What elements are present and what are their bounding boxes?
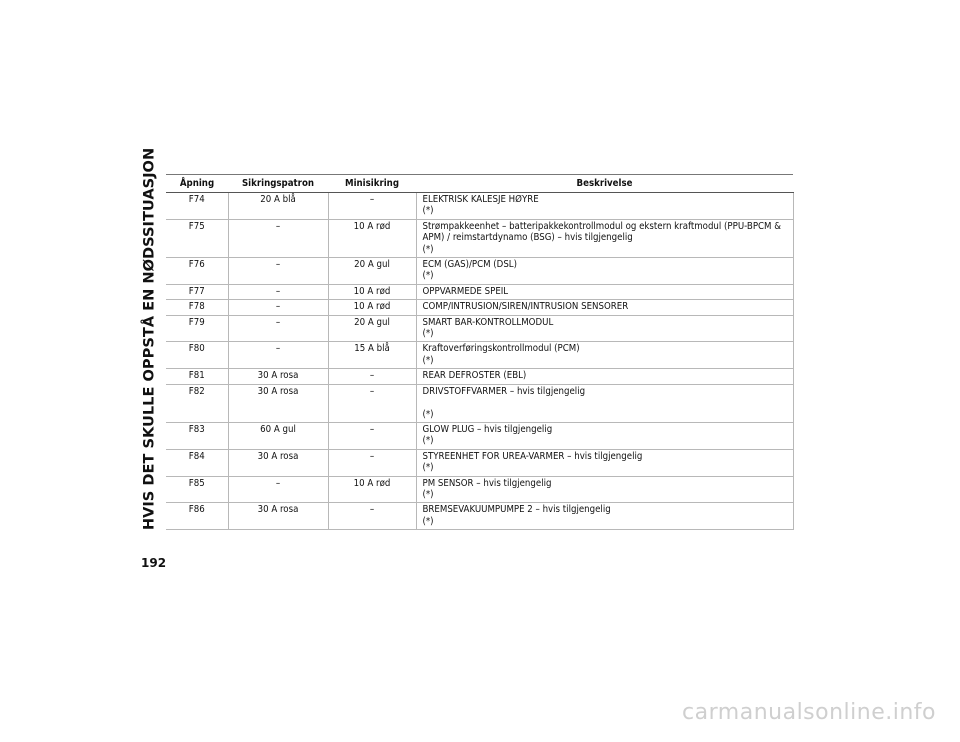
fuse-table (166, 174, 794, 530)
table-row (166, 284, 793, 299)
table-row (166, 219, 793, 257)
description-text: OPPVARMEDE SPEIL (422, 285, 509, 297)
description-text: Strømpakkeenhet – batteripakkekontrollmodul og ekstern kraftmodul (PPU-BPCM & APM) / reimstartdynamo (BSG) – hvis tilgjengelig (*) (422, 220, 781, 255)
cell-opening: F77 (166, 284, 228, 299)
chapter-title-text: HVIS DET SKULLE OPPSTÅ EN NØDSSITUASJON (140, 147, 158, 531)
cell-cartridge: – (228, 315, 328, 342)
cell-cartridge: – (228, 284, 328, 299)
description-text: SMART BAR-KONTROLLMODUL (*) (422, 316, 554, 340)
cell-cartridge: 20 A blå (228, 193, 328, 220)
cell-mini-fuse: 20 A gul (328, 315, 416, 342)
cell-opening: F75 (166, 219, 228, 257)
table-row (166, 315, 793, 342)
cell-description (416, 503, 793, 530)
cell-description (416, 422, 793, 449)
description-text: STYREENHET FOR UREA-VARMER – hvis tilgjengelig (*) (422, 450, 643, 474)
cell-cartridge: – (228, 219, 328, 257)
chapter-side-title (138, 147, 160, 531)
cell-mini-fuse: – (328, 369, 416, 384)
cell-description (416, 476, 793, 503)
cell-opening: F78 (166, 300, 228, 315)
table-row (166, 369, 793, 384)
cell-description (416, 449, 793, 476)
cell-description (416, 219, 793, 257)
cell-description (416, 258, 793, 285)
cell-mini-fuse: – (328, 422, 416, 449)
table-row (166, 476, 793, 503)
cell-cartridge: – (228, 342, 328, 369)
table-row (166, 422, 793, 449)
cell-mini-fuse: – (328, 193, 416, 220)
cell-mini-fuse: 10 A rød (328, 300, 416, 315)
cell-description (416, 342, 793, 369)
cell-description (416, 193, 793, 220)
cell-description (416, 300, 793, 315)
cell-opening: F74 (166, 193, 228, 220)
cell-cartridge: 30 A rosa (228, 503, 328, 530)
description-text: DRIVSTOFFVARMER – hvis tilgjengelig (*) (422, 385, 586, 420)
cell-cartridge: – (228, 476, 328, 503)
cell-mini-fuse: 10 A rød (328, 219, 416, 257)
cell-mini-fuse: – (328, 503, 416, 530)
description-text: ECM (GAS)/PCM (DSL) (*) (422, 259, 517, 282)
description-text: REAR DEFROSTER (EBL) (422, 370, 527, 382)
cell-cartridge: 30 A rosa (228, 369, 328, 384)
description-text: GLOW PLUG – hvis tilgjengelig (*) (422, 423, 553, 447)
header-cartridge: Sikringspatron (228, 175, 328, 193)
cell-opening: F81 (166, 369, 228, 384)
cell-cartridge: – (228, 300, 328, 315)
cell-mini-fuse: – (328, 384, 416, 422)
description-text: Kraftoverføringskontrollmodul (PCM) (*) (422, 343, 580, 366)
cell-opening: F82 (166, 384, 228, 422)
table-header-row (166, 175, 793, 193)
description-text: ELEKTRISK KALESJE HØYRE (*) (422, 194, 539, 217)
cell-opening: F86 (166, 503, 228, 530)
cell-description (416, 369, 793, 384)
cell-opening: F76 (166, 258, 228, 285)
header-opening: Åpning (166, 175, 228, 193)
fuse-table-body (166, 193, 793, 530)
table-row (166, 300, 793, 315)
header-mini-fuse: Minisikring (328, 175, 416, 193)
cell-opening: F84 (166, 449, 228, 476)
cell-cartridge: 30 A rosa (228, 449, 328, 476)
cell-description (416, 284, 793, 299)
description-text: BREMSEVAKUUMPUMPE 2 – hvis tilgjengelig (*) (422, 504, 611, 527)
description-text: PM SENSOR – hvis tilgjengelig (*) (422, 477, 552, 500)
cell-opening: F80 (166, 342, 228, 369)
cell-mini-fuse: 10 A rød (328, 476, 416, 503)
cell-description (416, 384, 793, 422)
table-row (166, 258, 793, 285)
cell-cartridge: – (228, 258, 328, 285)
table-row (166, 342, 793, 369)
cell-opening: F79 (166, 315, 228, 342)
table-row (166, 193, 793, 220)
cell-mini-fuse: 15 A blå (328, 342, 416, 369)
table-row (166, 503, 793, 530)
cell-description (416, 315, 793, 342)
cell-mini-fuse: 20 A gul (328, 258, 416, 285)
cell-cartridge: 30 A rosa (228, 384, 328, 422)
watermark-text: carmanualsonline.info (682, 700, 936, 725)
header-description: Beskrivelse (416, 175, 793, 193)
page-number: 192 (141, 556, 167, 570)
cell-opening: F85 (166, 476, 228, 503)
cell-opening: F83 (166, 422, 228, 449)
cell-mini-fuse: – (328, 449, 416, 476)
table-row (166, 449, 793, 476)
description-text: COMP/INTRUSION/SIREN/INTRUSION SENSORER (422, 301, 629, 313)
cell-mini-fuse: 10 A rød (328, 284, 416, 299)
cell-cartridge: 60 A gul (228, 422, 328, 449)
table-row (166, 384, 793, 422)
